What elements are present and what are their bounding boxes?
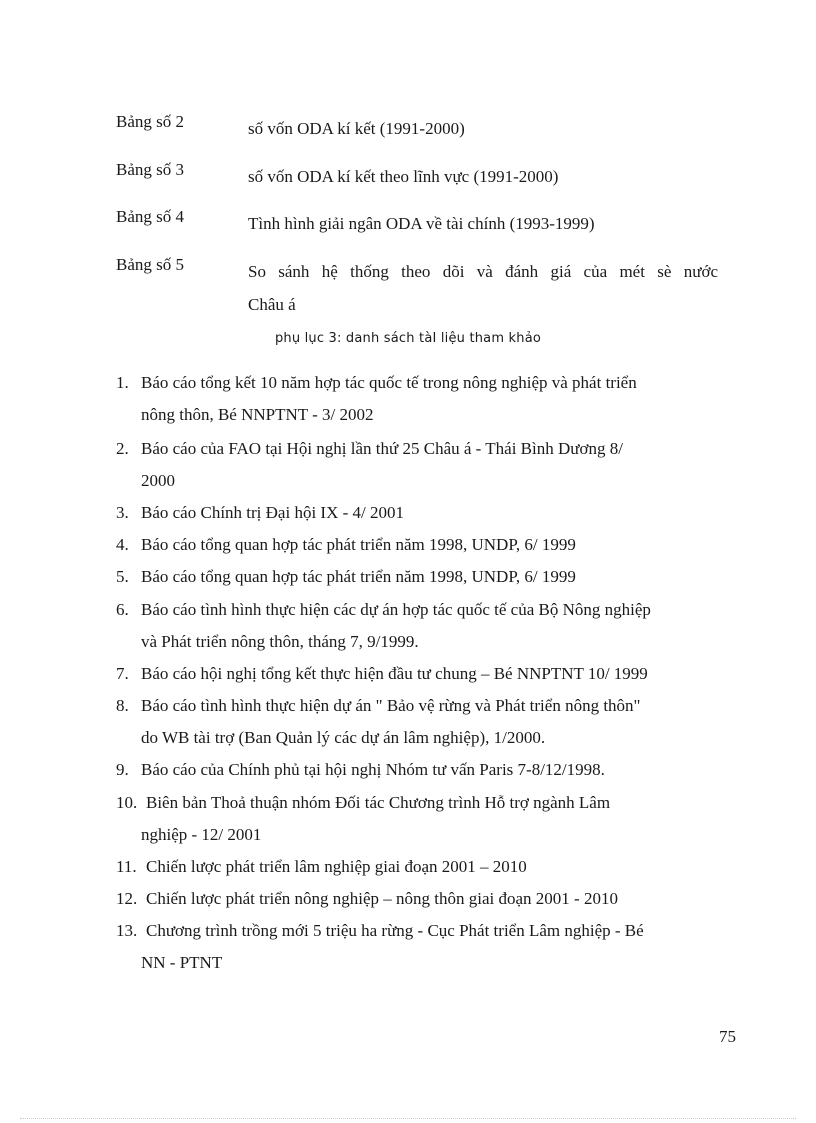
appendix-title: phụ lục 3: danh sách tàI liệu tham khảo <box>274 331 542 346</box>
list-item-text: Báo cáo của FAO tại Hội nghị lần thứ 25 Châu á - Thái Bình Dương 8/ <box>141 439 623 458</box>
list-item-text: Báo cáo Chính trị Đại hội IX - 4/ 2001 <box>141 503 404 522</box>
list-item-text: nông thôn, Bé NNPTNT - 3/ 2002 <box>141 405 374 424</box>
list-item-text: 2000 <box>141 471 175 490</box>
list-item-text: Báo cáo tình hình thực hiện dự án " Bảo vệ rừng và Phát triển nông thôn" <box>141 696 641 715</box>
list-item-text: Báo cáo tình hình thực hiện các dự án hợp tác quốc tế của Bộ Nông nghiệp <box>141 600 651 619</box>
table-description: số vốn ODA kí kết (1991-2000) <box>248 119 465 138</box>
list-item-text: NN - PTNT <box>141 953 223 972</box>
list-item-text: và Phát triển nông thôn, tháng 7, 9/1999. <box>141 632 419 651</box>
list-item-number: 4. <box>116 535 129 554</box>
list-item-text: do WB tài trợ (Ban Quản lý các dự án lâm nghiệp), 1/2000. <box>141 728 546 747</box>
list-item-number: 7. <box>116 664 129 683</box>
table-label: Bảng số 4 <box>116 207 184 226</box>
table-label: Bảng số 3 <box>116 160 184 179</box>
list-item-text: Báo cáo hội nghị tổng kết thực hiện đầu tư chung – Bé NNPTNT 10/ 1999 <box>141 664 648 683</box>
list-item-number: 13. <box>116 921 138 940</box>
table-description: số vốn ODA kí kết theo lĩnh vực (1991-2000) <box>248 167 559 186</box>
list-item-number: 10. <box>116 793 138 812</box>
list-item-number: 11. <box>116 857 137 876</box>
table-description: Tình hình giải ngân ODA về tài chính (1993-1999) <box>248 214 595 233</box>
list-item-text: Báo cáo tổng quan hợp tác phát triển năm 1998, UNDP, 6/ 1999 <box>141 535 576 554</box>
page-number: 75 <box>719 1027 736 1046</box>
list-item-number: 9. <box>116 760 129 779</box>
list-item-text: Chương trình trồng mới 5 triệu ha rừng - Cục Phát triển Lâm nghiệp - Bé <box>146 921 644 940</box>
list-item-number: 12. <box>116 889 138 908</box>
list-item-number: 8. <box>116 696 129 715</box>
table-label: Bảng số 5 <box>116 255 184 274</box>
list-item-text: nghiệp - 12/ 2001 <box>141 825 262 844</box>
list-item-number: 6. <box>116 600 129 619</box>
list-item-text: Biên bản Thoả thuận nhóm Đối tác Chương trình Hỗ trợ ngành Lâm <box>146 793 611 812</box>
list-item-text: Báo cáo của Chính phủ tại hội nghị Nhóm tư vấn Paris 7-8/12/1998. <box>141 760 605 779</box>
list-item-number: 3. <box>116 503 129 522</box>
list-item-number: 2. <box>116 439 129 458</box>
list-item-text: Báo cáo tổng quan hợp tác phát triển năm 1998, UNDP, 6/ 1999 <box>141 567 576 586</box>
table-label: Bảng số 2 <box>116 112 184 131</box>
table-description <box>248 255 718 321</box>
list-item-text: Chiến lược phát triển lâm nghiệp giai đoạn 2001 – 2010 <box>146 857 527 876</box>
page-bottom-divider <box>20 1118 796 1119</box>
table-description-line: So sánh hệ thống theo dõi và đánh giá của mét sè nước <box>248 262 718 281</box>
list-item-number: 1. <box>116 373 129 392</box>
list-item-text: Báo cáo tổng kết 10 năm hợp tác quốc tế trong nông nghiệp và phát triển <box>141 373 637 392</box>
list-item-text: Chiến lược phát triển nông nghiệp – nông thôn giai đoạn 2001 - 2010 <box>146 889 618 908</box>
table-description-line: Châu á <box>248 295 296 314</box>
list-item-number: 5. <box>116 567 129 586</box>
